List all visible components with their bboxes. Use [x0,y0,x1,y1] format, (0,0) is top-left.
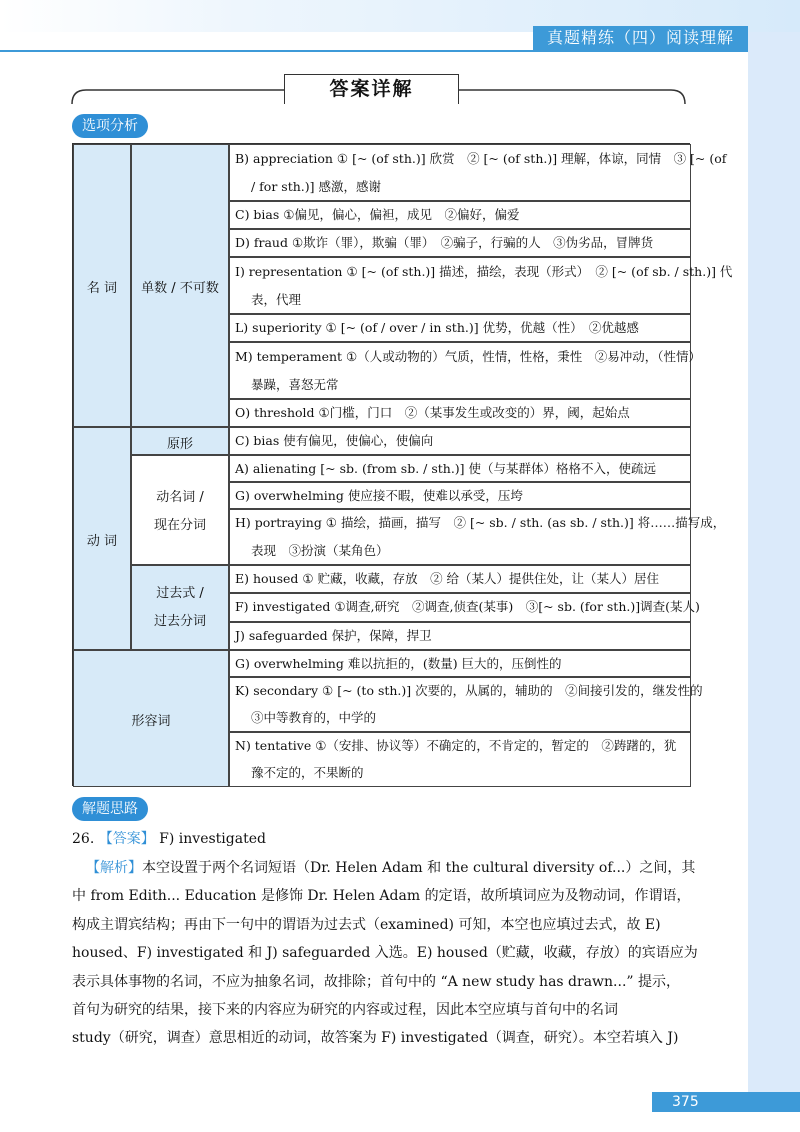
entry-temperament-2: 暴躁，喜怒无常 [251,377,339,392]
entry-secondary-2: ③中等教育的，中学的 [251,710,377,725]
entry-alienating: A) alienating [~ sb. (from sb. / sth.)] 使（与某群体）格格不入，使疏远 [235,461,657,476]
entry-temperament-1: M) temperament ①（人或动物的）气质，性情，性格，秉性 ②易冲动，（性情） [235,349,702,364]
entry-safeguarded: J) safeguarded 保护，保障，捍卫 [235,628,432,643]
sub-cell-past [131,565,229,650]
page-edge-bar [748,32,800,1092]
analysis-paragraph [72,854,698,1053]
entry-threshold: O) threshold ①门槛，门口 ②（某事发生或改变的）界，阈，起始点 [235,405,630,420]
analysis-text: 本空设置于两个名词短语（Dr. Helen Adam 和 the cultural diversity of...）之间，其 [142,860,696,876]
entry-bias-noun: C) bias ①偏见，偏心，偏袒，成见 ②偏好，偏爱 [235,207,520,222]
entry-housed: E) housed ① 贮藏，收藏，存放 ② 给（某人）提供住处，让（某人）居住 [235,571,660,586]
page-title: 答案详解 [284,74,459,104]
header-rule [0,50,748,52]
analysis-line: 表示具体事物的名词，不应为抽象名词，故排除；首句中的 “A new study has drawn...” 提示， [72,973,681,990]
sub-label-gerund-1: 动名词 / [156,490,204,505]
analysis-tag: 【解析】 [86,860,142,876]
entry-appreciation-2: / for sth.)] 感激，感谢 [251,179,381,194]
sub-label-past-2: 过去分词 [153,614,206,629]
analysis-line: 构成主谓宾结构；再由下一句中的谓语为过去式（examined) 可知，本空也应填过去式，故 E) [72,916,661,933]
pos-label-verb: 动 词 [86,534,118,549]
entry-appreciation-1: B) appreciation ① [~ (of sth.)] 欣赏 ② [~ (of sth.)] 理解，体谅，同情 ③ [~ (of [235,151,727,166]
question-number: 26. [72,831,95,847]
entry-overwhelming-adj: G) overwhelming 难以抗拒的，(数量) 巨大的，压倒性的 [235,656,562,671]
entry-superiority: L) superiority ① [~ (of / over / in sth.)] 优势，优越（性） ②优越感 [235,320,639,335]
entry-portraying-1: H) portraying ① 描绘，描画，描写 ② [~ sb. / sth. (as sb. / sth.)] 将……描写成， [235,515,726,530]
answer-tag: 【答案】 [98,831,155,847]
answer-value: F) investigated [159,831,266,847]
entry-portraying-2: 表现 ③扮演（某角色） [251,543,389,558]
entry-overwhelming-verb: G) overwhelming 使应接不暇，使难以承受，压垮 [235,488,523,503]
entry-investigated: F) investigated ①调查,研究 ②调查,侦查(某事) ③[~ sb. (for sth.)]调查(某人) [235,599,700,614]
sub-label-countable: 单数 / 不可数 [141,281,219,296]
sub-label-past-1: 过去式 / [156,586,204,601]
header-section-title: 真题精练（四）阅读理解 [533,26,748,50]
analysis-line: 首句为研究的结果，接下来的内容应为研究的内容或过程，因此本空应填与首句中的名词 [72,1001,618,1018]
page-number: 375 [652,1092,800,1112]
entry-fraud: D) fraud ①欺诈（罪），欺骗（罪） ②骗子，行骗的人 ③伪劣品，冒牌货 [235,235,654,250]
pos-label-adj: 形容词 [131,714,171,729]
entry-bias-verb: C) bias 使有偏见，使偏心，使偏向 [235,433,434,448]
entry-tentative-1: N) tentative ①（安排、协议等）不确定的，不肯定的，暂定的 ②踌躇的，犹 [235,738,677,753]
entry-secondary-1: K) secondary ① [~ (to sth.)] 次要的，从属的，辅助的 ②间接引发的，继发性的 [235,683,703,698]
entry-representation-2: 表，代理 [251,292,302,307]
analysis-line: housed、F) investigated 和 J) safeguarded 入选。E) housed（贮藏，收藏，存放）的宾语应为 [72,945,698,962]
section-label-options: 选项分析 [72,114,148,138]
sub-label-base: 原形 [166,437,193,452]
analysis-line: study（研究，调查）意思相近的动词，故答案为 F) investigated（调查，研究）。本空若填入 J) [72,1030,679,1047]
vocabulary-table [72,143,733,786]
section-label-approach: 解题思路 [72,797,148,821]
entry-representation-1: I) representation ① [~ (of sth.)] 描述，描绘，表现（形式） ② [~ (of sb. / sth.)] 代 [235,264,733,279]
analysis-line: 中 from Edith... Education 是修饰 Dr. Helen Adam 的定语，故所填词应为及物动词，作谓语， [72,888,691,905]
pos-label-noun: 名 词 [86,281,118,296]
answer-line [72,827,266,851]
analysis-line-1 [72,854,696,882]
entry-tentative-2: 豫不定的，不果断的 [251,765,364,780]
sub-label-gerund-2: 现在分词 [153,518,206,533]
sub-cell-gerund [131,455,229,565]
